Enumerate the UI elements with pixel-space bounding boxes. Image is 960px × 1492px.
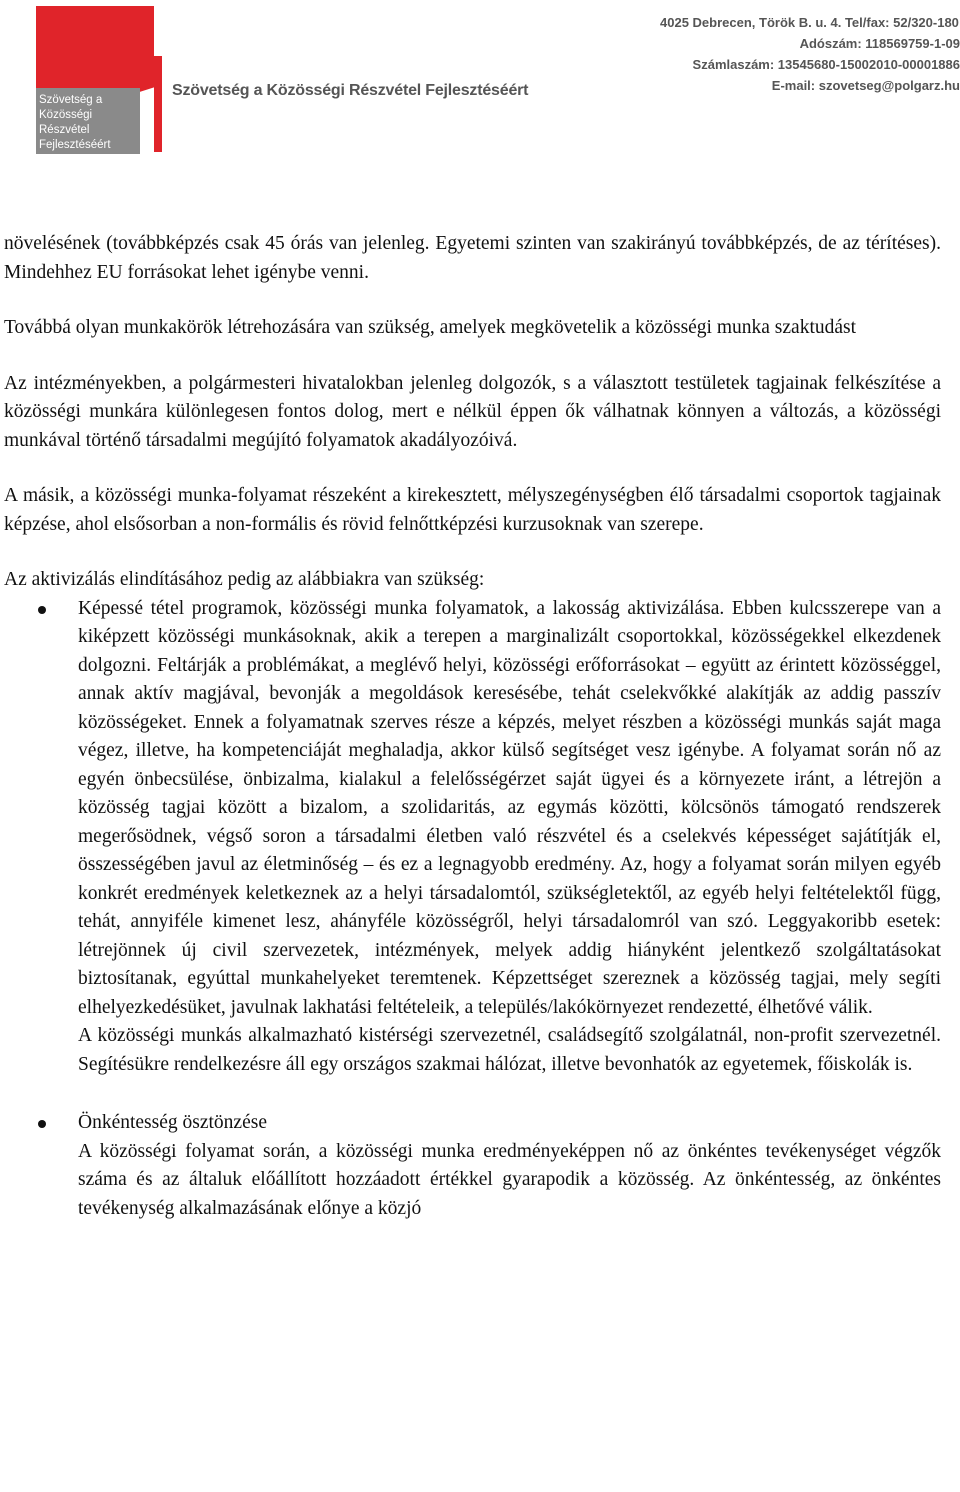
bullet-2-title: Önkéntesség ösztönzése [78,1112,267,1133]
paragraph-3: Az intézményekben, a polgármesteri hivatalokban jelenleg dolgozók, s a választott testületek tagjainak felkészítése a közösségi munkára különlegesen fontos dolog, mert e nélkül éppen ők válhatnak könnyen a változás, a közösségi munkával történő társadalmi megújító folyamatok akadályozóivá. [4,372,941,451]
paragraph-2: Továbbá olyan munkakörök létrehozására van szükség, amelyek megkövetelik a közösségi munka szaktudást [4,317,857,338]
paragraph-1: növelésének (továbbképzés csak 45 órás van jelenleg. Egyetemi szinten van szakirányú továbbképzés, de az térítéses). Mindehhez EU forrásokat lehet igénybe venni. [4,233,941,283]
contact-info [660,12,960,96]
bullet-2-text: A közösségi folyamat során, a közösségi munka eredményeképpen nő az önkéntes tevékenységet végzők száma és az általuk előállított hozzáadott értékkel gyarapodik a közösség. Az önkéntesség, az önkéntes tevékenység alkalmazásának előnye a közjó [78,1140,941,1219]
bullet-1-text-2: A közösségi munkás alkalmazható kistérségi szervezetnél, családsegítő szolgálatnál, non-profit szervezetnél. Segítésükre rendelkezésre áll egy országos szakmai hálózat, illetve bevonhatók az egyetemek, főiskolák is. [78,1025,941,1075]
tax-id-line: Adószám: 118569759-1-09 [799,36,960,51]
email-line: E-mail: szovetseg@polgarz.hu [771,78,960,93]
organization-name: Szövetség a Közösségi Részvétel Fejlesztéséért [172,82,529,99]
organization-logo [36,6,154,154]
address-line: 4025 Debrecen, Török B. u. 4. Tel/fax: 52/320-180 [660,15,959,30]
document-body [4,230,941,1223]
paragraph-5: Az aktivizálás elindításához pedig az alábbiakra van szükség: [4,569,485,590]
bullet-1-text: Képessé tétel programok, közösségi munka folyamatok, a lakosság aktivizálása. Ebben kulcsszerepe van a kiképzett közösségi munkásoknak, akik a terepen a marginalizált csoportokkal, közösségekkel elkezdenek dolgozni. Feltárják a problémákat, a meglévő helyi, közösségi erőforrásokat – együtt az érintett közösséggel, annak aktív magjával, bevonják a megoldások keresésébe, tehát cselekvőkké alakítják az addig passzív közösségeket. Ennek a folyamatnak szerves része a képzés, melyet részben a közösségi munkás saját maga végez, illetve, ha kompetenciáját meghaladja, akkor külső segítséget vesz igénybe. A folyamat során nő az egyén önbecsülése, önbizalma, kialakul a felelősségérzet saját ügyei és a környezete iránt, a létrejön a közösség tagjai között a bizalom, a szolidaritás, az egymás közötti, kölcsönös támogató rendszerek megerősödnek, végső soron a társadalmi életben való részvétel és a cselekvés képességet sajátítják el, összességében javul az életminőség – és ez a legnagyobb eredmény. Az, hogy a folyamat során milyen egyéb konkrét eredmények keletkeznek az a helyi társadalomtól, szükségletektől, az egyéb helyi feltételektől függ, tehát, annyiféle kimenet lesz, ahányféle közösségről, helyi társadalomról van szó. Leggyakoribb esetek: létrejönnek új civil szervezetek, intézmények, melyek addig hiányként jelentkező szolgáltatásokat biztosítanak, egyúttal munkahelyeket teremtenek. Képzettséget szereznek a közösség tagjai, mely segíti elhelyezkedésüket, javulnak lakhatási feltételeik, a település/lakókörnyezet rendezetté, élhetővé válik. [78,597,941,1018]
logo-text: Szövetség a Közösségi Részvétel Fejlesztéséért [39,94,111,151]
account-line: Számlaszám: 13545680-15002010-00001886 [692,57,960,72]
bullet-item-1 [4,595,941,1080]
bullet-dot-icon [38,1120,46,1128]
bullet-dot-icon [38,606,46,614]
paragraph-4: A másik, a közösségi munka-folyamat részeként a kirekesztett, mélyszegénységben élő társadalmi csoportok tagjainak képzése, ahol elsősorban a non-formális és rövid felnőttképzési kurzusoknak van szerepe. [4,485,941,535]
logo-accent-bar [154,56,162,152]
bullet-list [4,595,941,1224]
bullet-item-2 [4,1109,941,1223]
